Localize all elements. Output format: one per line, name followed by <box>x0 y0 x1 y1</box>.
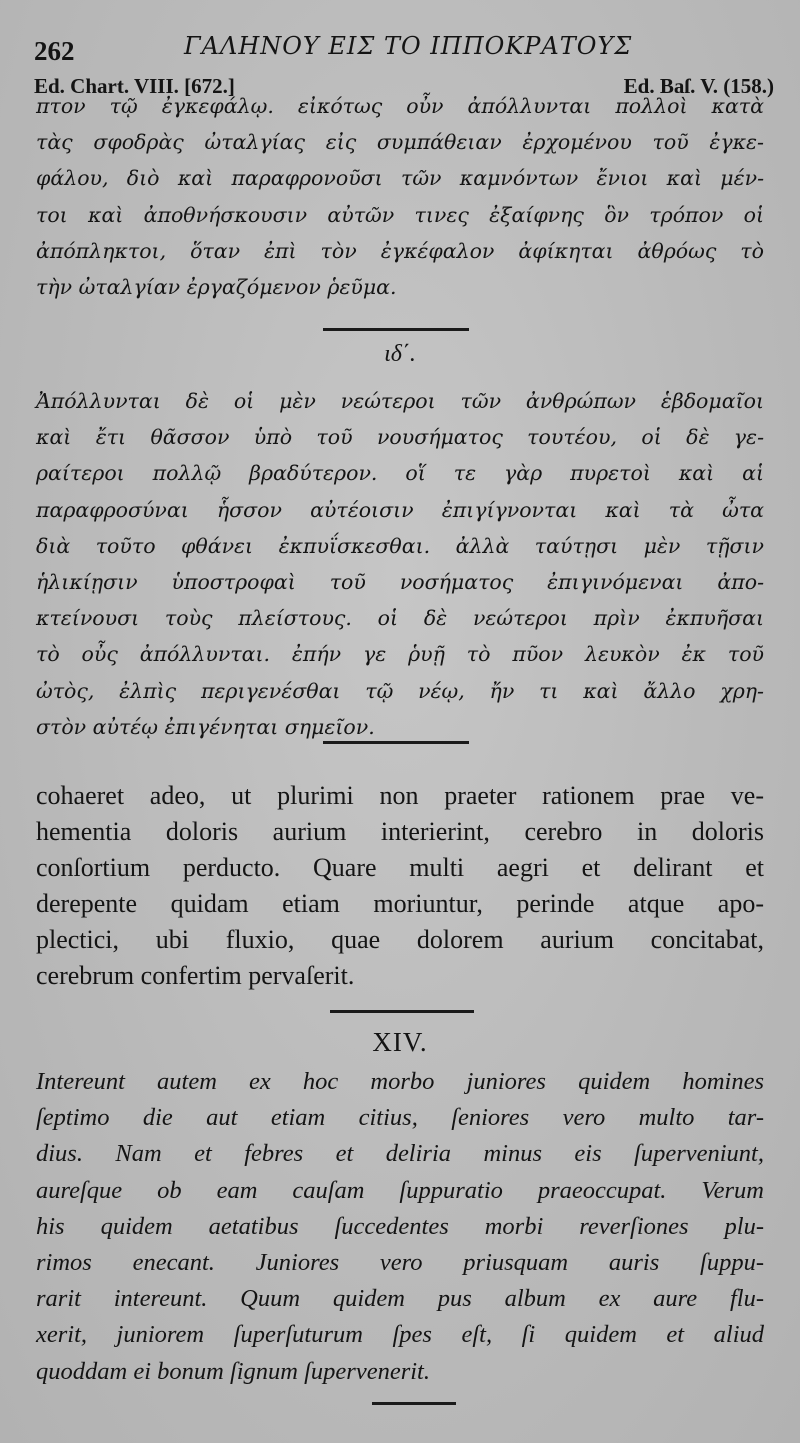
text-line: ὠτὸς, ἐλπὶς περιγενέσθαι τῷ νέῳ, ἤν τι καὶ ἄλλο χρη- <box>36 678 764 703</box>
text-line: plectici, ubi fluxio, quae dolorem aurium concitabat, <box>36 925 764 954</box>
text-line: τὸ οὖς ἀπόλλυνται. ἐπήν γε ῥυῇ τὸ πῦον λευκὸν ἐκ τοῦ <box>36 642 764 667</box>
text-line: ſeptimo die aut etiam citius, ſeniores vero multo tar- <box>36 1104 764 1132</box>
edition-right: Ed. Baſ. V. (158.) <box>623 74 774 98</box>
text-line: φάλου, διὸ καὶ παραφρονοῦσι τῶν καμνόντων ἔνιοι καὶ μέν- <box>36 166 764 191</box>
text-line: aureſque ob eam cauſam ſuppuratio praeoccupat. Verum <box>36 1176 764 1204</box>
text-line: derepente quidam etiam moriuntur, perinde atque apo- <box>36 889 764 918</box>
section-divider <box>323 741 469 744</box>
text-line: ἡλικίῃσιν ὑποστροφαὶ τοῦ νοσήματος ἐπιγινόμεναι ἀπο- <box>36 570 764 595</box>
text-line: καὶ ἔτι θᾶσσον ὑπὸ τοῦ νουσήματος τουτέου, οἱ δὲ γε- <box>36 425 764 450</box>
text-line: xerit, juniorem ſuperſuturum ſpes eſt, ſi quidem et aliud <box>36 1321 764 1349</box>
text-line: ἀπόπληκτοι, ὅταν ἐπὶ τὸν ἐγκέφαλον ἀφίκηται ἀθρόως τὸ <box>36 238 764 263</box>
text-line: Ἀπόλλυνται δὲ οἱ μὲν νεώτεροι τῶν ἀνθρώπων ἑβδομαῖοι <box>36 389 764 413</box>
latin-section-number: XIV. <box>372 1027 428 1057</box>
text-line: conſortium perducto. Quare multi aegri et delirant et <box>36 853 764 882</box>
greek-section-number: ιδ΄. <box>384 341 416 367</box>
text-line: στὸν αὐτέῳ ἐπιγένηται σημεῖον. <box>36 714 375 739</box>
latin-aphorism-paragraph <box>36 1064 764 1390</box>
section-divider <box>323 328 469 331</box>
text-line: rarit intereunt. Quum quidem pus album ex aure flu- <box>36 1285 764 1313</box>
text-line: cerebrum confertim pervaſerit. <box>36 961 355 990</box>
text-line: τοι καὶ ἀποθνήσκουσιν αὐτῶν τινες ἐξαίφνης ὃν τρόπον οἱ <box>36 202 764 227</box>
text-line: διὰ τοῦτο φθάνει ἐκπυΐσκεσθαι. ἀλλὰ ταύτῃσι μὲν τῇσιν <box>36 533 764 558</box>
text-line: Intereunt autem ex hoc morbo juniores quidem homines <box>36 1068 764 1095</box>
text-line: cohaeret adeo, ut plurimi non praeter rationem prae ve- <box>36 781 764 810</box>
text-line: hementia doloris aurium interierint, cerebro in doloris <box>36 817 764 846</box>
text-line: his quidem aetatibus ſuccedentes morbi reverſiones plu- <box>36 1212 764 1240</box>
text-line: rimos enecant. Juniores vero priusquam auris ſuppu- <box>36 1249 764 1277</box>
text-line: τὴν ὠταλγίαν ἐργαζόμενον ῥεῦμα. <box>36 275 397 300</box>
text-line: quoddam ei bonum ſignum ſupervenerit. <box>36 1357 430 1385</box>
text-line: παραφροσύναι ἧσσον αὐτέοισιν ἐπιγίγνονται καὶ τὰ ὦτα <box>36 497 764 522</box>
text-line: ραίτεροι πολλῷ βραδύτερον. οἵ τε γὰρ πυρετοὶ καὶ αἱ <box>36 461 764 486</box>
text-line: πτον τῷ ἐγκεφάλῳ. εἰκότως οὖν ἀπόλλυνται πολλοὶ κατὰ <box>36 94 764 118</box>
greek-commentary-paragraph <box>36 88 764 305</box>
section-divider <box>330 1010 474 1013</box>
running-title: ΓΑΛΗΝΟΥ ΕΙΣ ΤΟ ΙΠΠΟΚΡΑΤΟΥΣ <box>184 32 633 60</box>
latin-commentary-paragraph <box>36 778 764 994</box>
greek-aphorism-paragraph <box>36 383 764 745</box>
page-number: 262 <box>34 36 75 66</box>
text-line: τὰς σφοδρὰς ὠταλγίας εἰς συμπάθειαν ἐρχομένου τοῦ ἐγκε- <box>36 130 764 155</box>
text-line: dius. Nam et febres et deliria minus eis ſuperveniunt, <box>36 1140 764 1168</box>
edition-left: Ed. Chart. VIII. [672.] <box>34 74 235 98</box>
text-line: κτείνουσι τοὺς πλείστους. οἱ δὲ νεώτεροι πρὶν ἐκπυῆσαι <box>36 606 764 631</box>
end-divider <box>372 1402 456 1405</box>
